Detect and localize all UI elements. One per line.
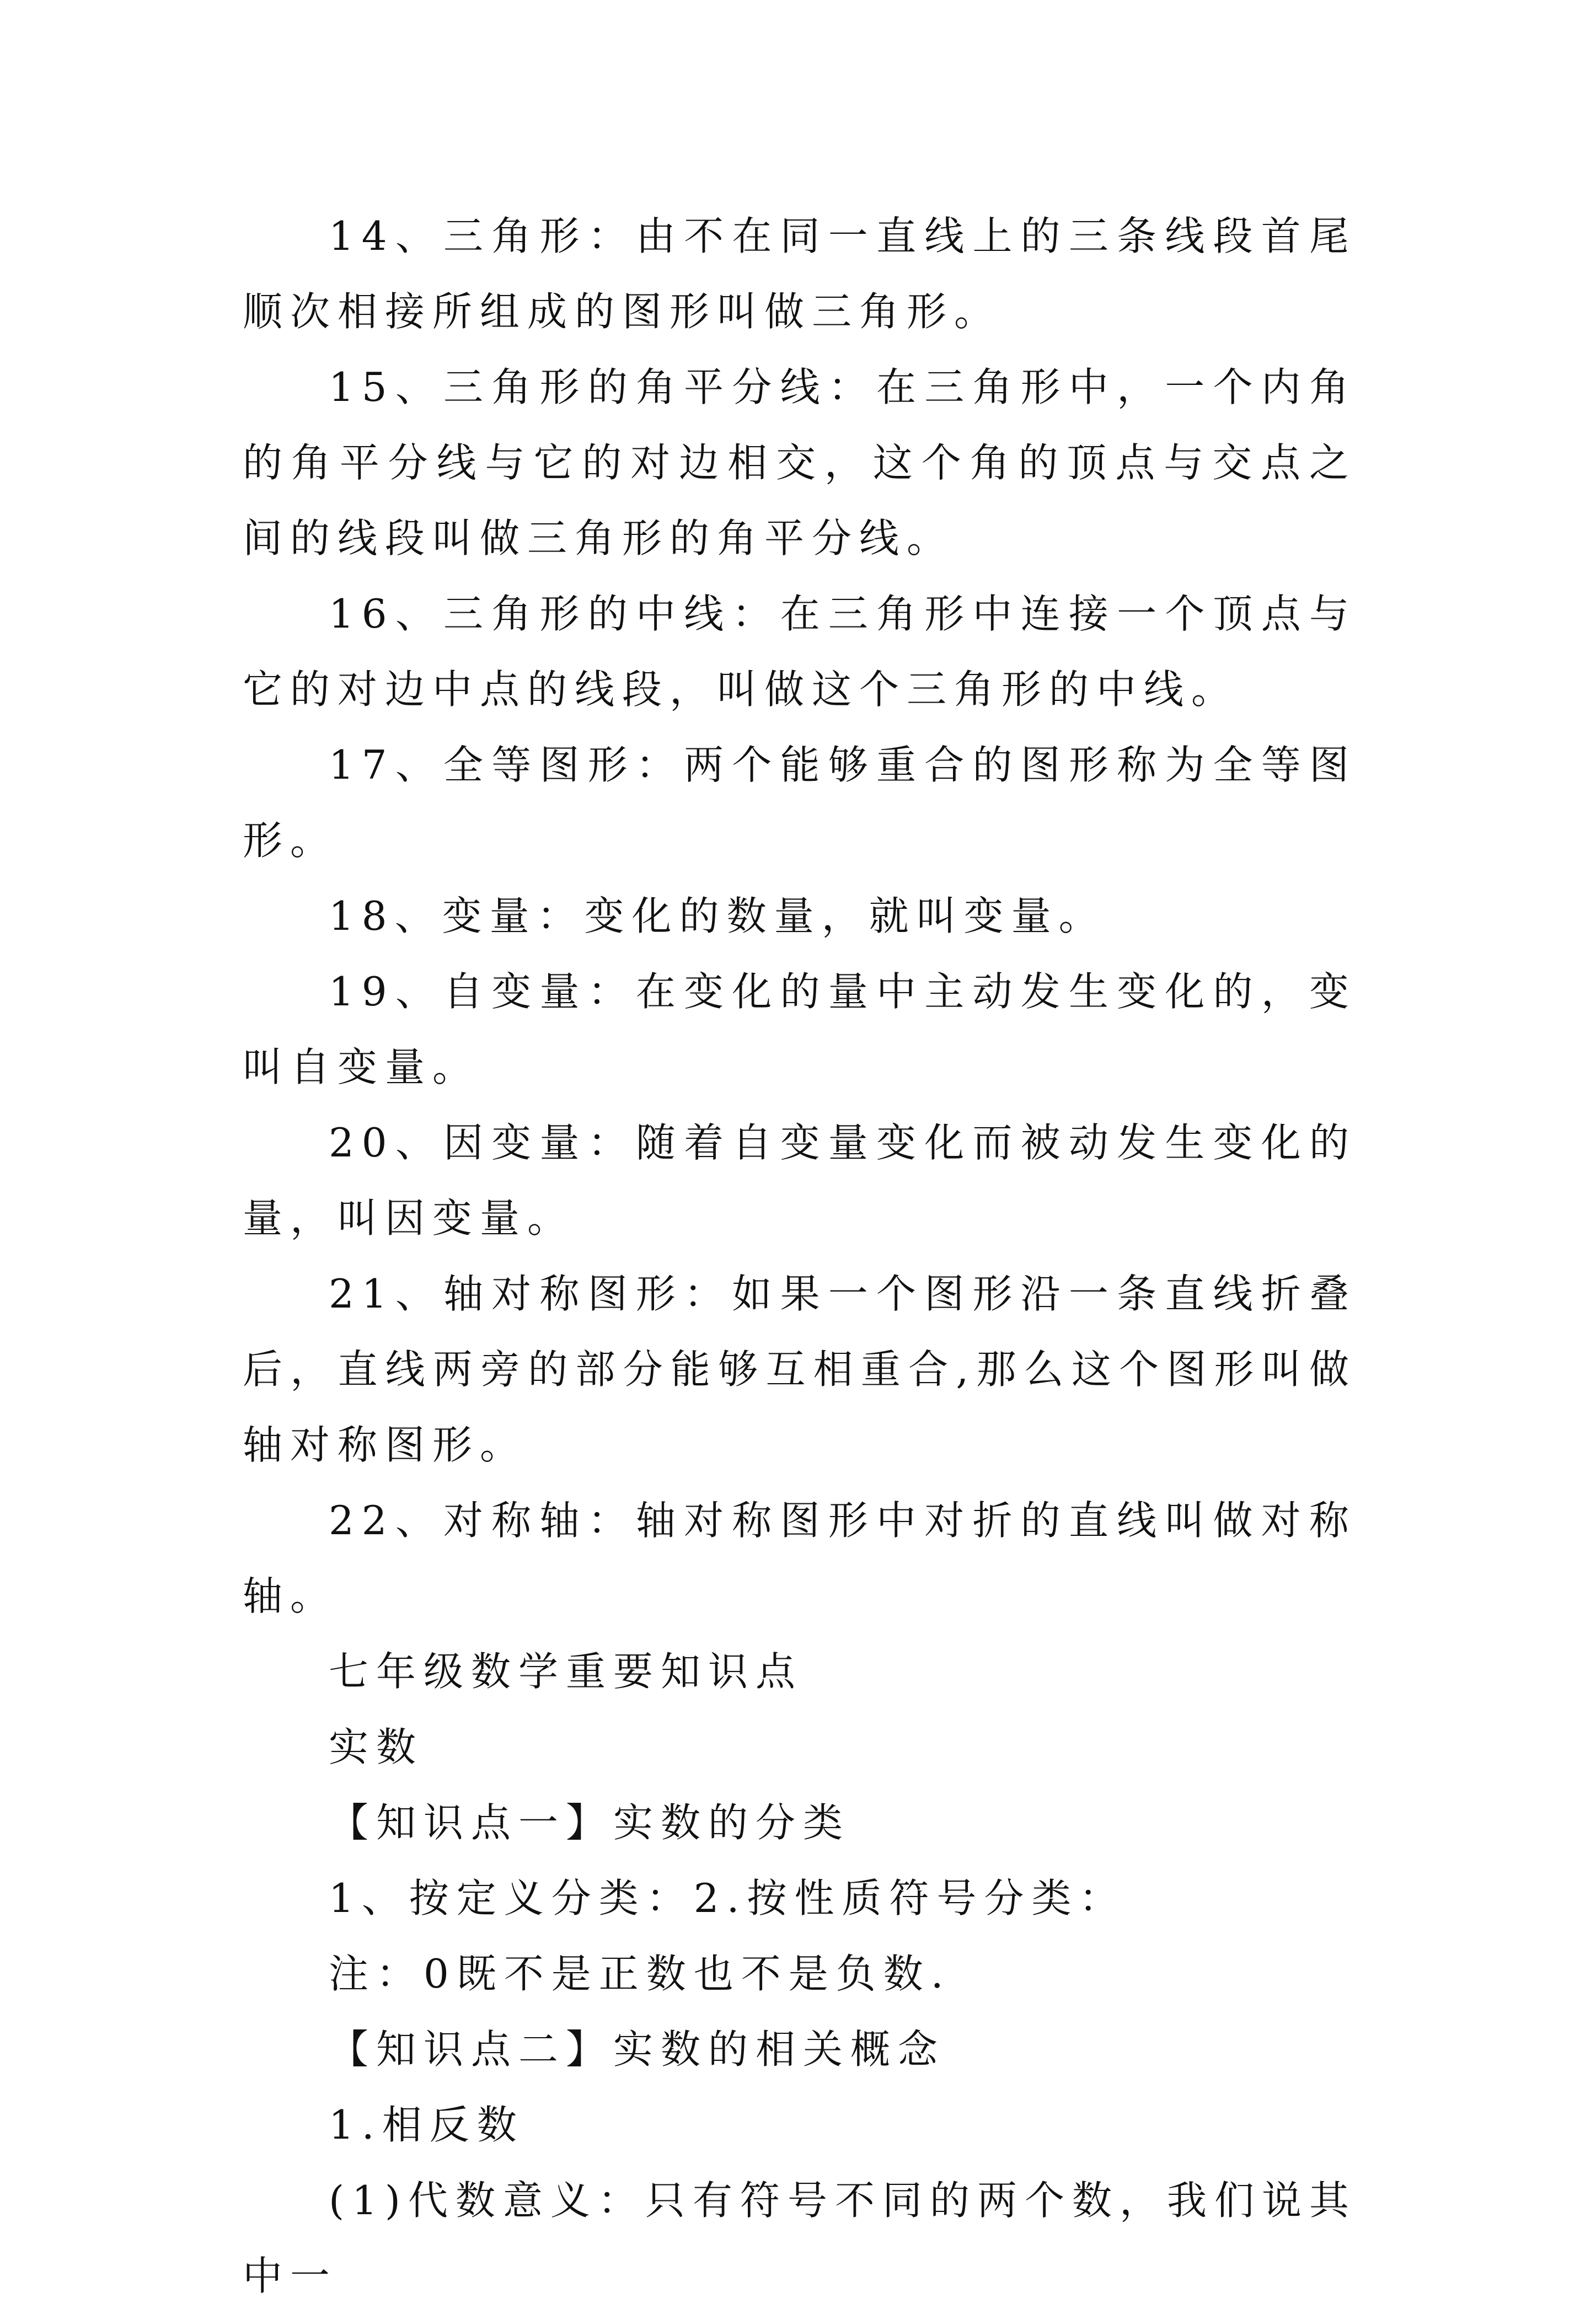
paragraph-axis-of-symmetry: 22、对称轴：轴对称图形中对折的直线叫做对称轴。: [243, 1497, 1357, 1619]
paragraph-axisymmetric-figure: 21、轴对称图形：如果一个图形沿一条直线折叠后，直线两旁的部分能够互相重合,那么这个图形叫做轴对称图形。: [243, 1271, 1357, 1468]
paragraph-triangle-definition: 14、三角形：由不在同一直线上的三条线段首尾顺次相接所组成的图形叫做三角形。: [243, 213, 1357, 335]
paragraph-congruent-figures: 17、全等图形：两个能够重合的图形称为全等图形。: [243, 742, 1357, 864]
paragraph-variable: 18、变量：变化的数量，就叫变量。: [329, 893, 1106, 939]
paragraph-median: 16、三角形的中线：在三角形中连接一个顶点与它的对边中点的线段，叫做这个三角形的中线。: [243, 591, 1357, 713]
paragraph-classification: 1、按定义分类：2.按性质符号分类：: [329, 1875, 1127, 1921]
paragraph-dependent-variable: 20、因变量：随着自变量变化而被动发生变化的量，叫因变量。: [243, 1119, 1357, 1241]
section-heading-grade7-math: 七年级数学重要知识点: [329, 1648, 804, 1695]
knowledge-point-1-heading: 【知识点一】实数的分类: [329, 1799, 851, 1846]
paragraph-angle-bisector: 15、三角形的角平分线：在三角形中，一个内角的角平分线与它的对边相交，这个角的顶点与交点之间的线段叫做三角形的角平分线。: [243, 364, 1357, 561]
paragraph-algebraic-meaning: (1)代数意义：只有符号不同的两个数，我们说其中一: [243, 2177, 1357, 2299]
paragraph-opposite-number-heading: 1.相反数: [329, 2102, 524, 2148]
paragraph-independent-variable: 19、自变量：在变化的量中主动发生变化的，变叫自变量。: [243, 968, 1357, 1090]
knowledge-point-2-heading: 【知识点二】实数的相关概念: [329, 2026, 946, 2072]
paragraph-zero-note: 注：0既不是正数也不是负数.: [329, 1951, 951, 1997]
document-body: [243, 199, 1357, 2314]
section-heading-real-numbers: 实数: [329, 1724, 424, 1770]
